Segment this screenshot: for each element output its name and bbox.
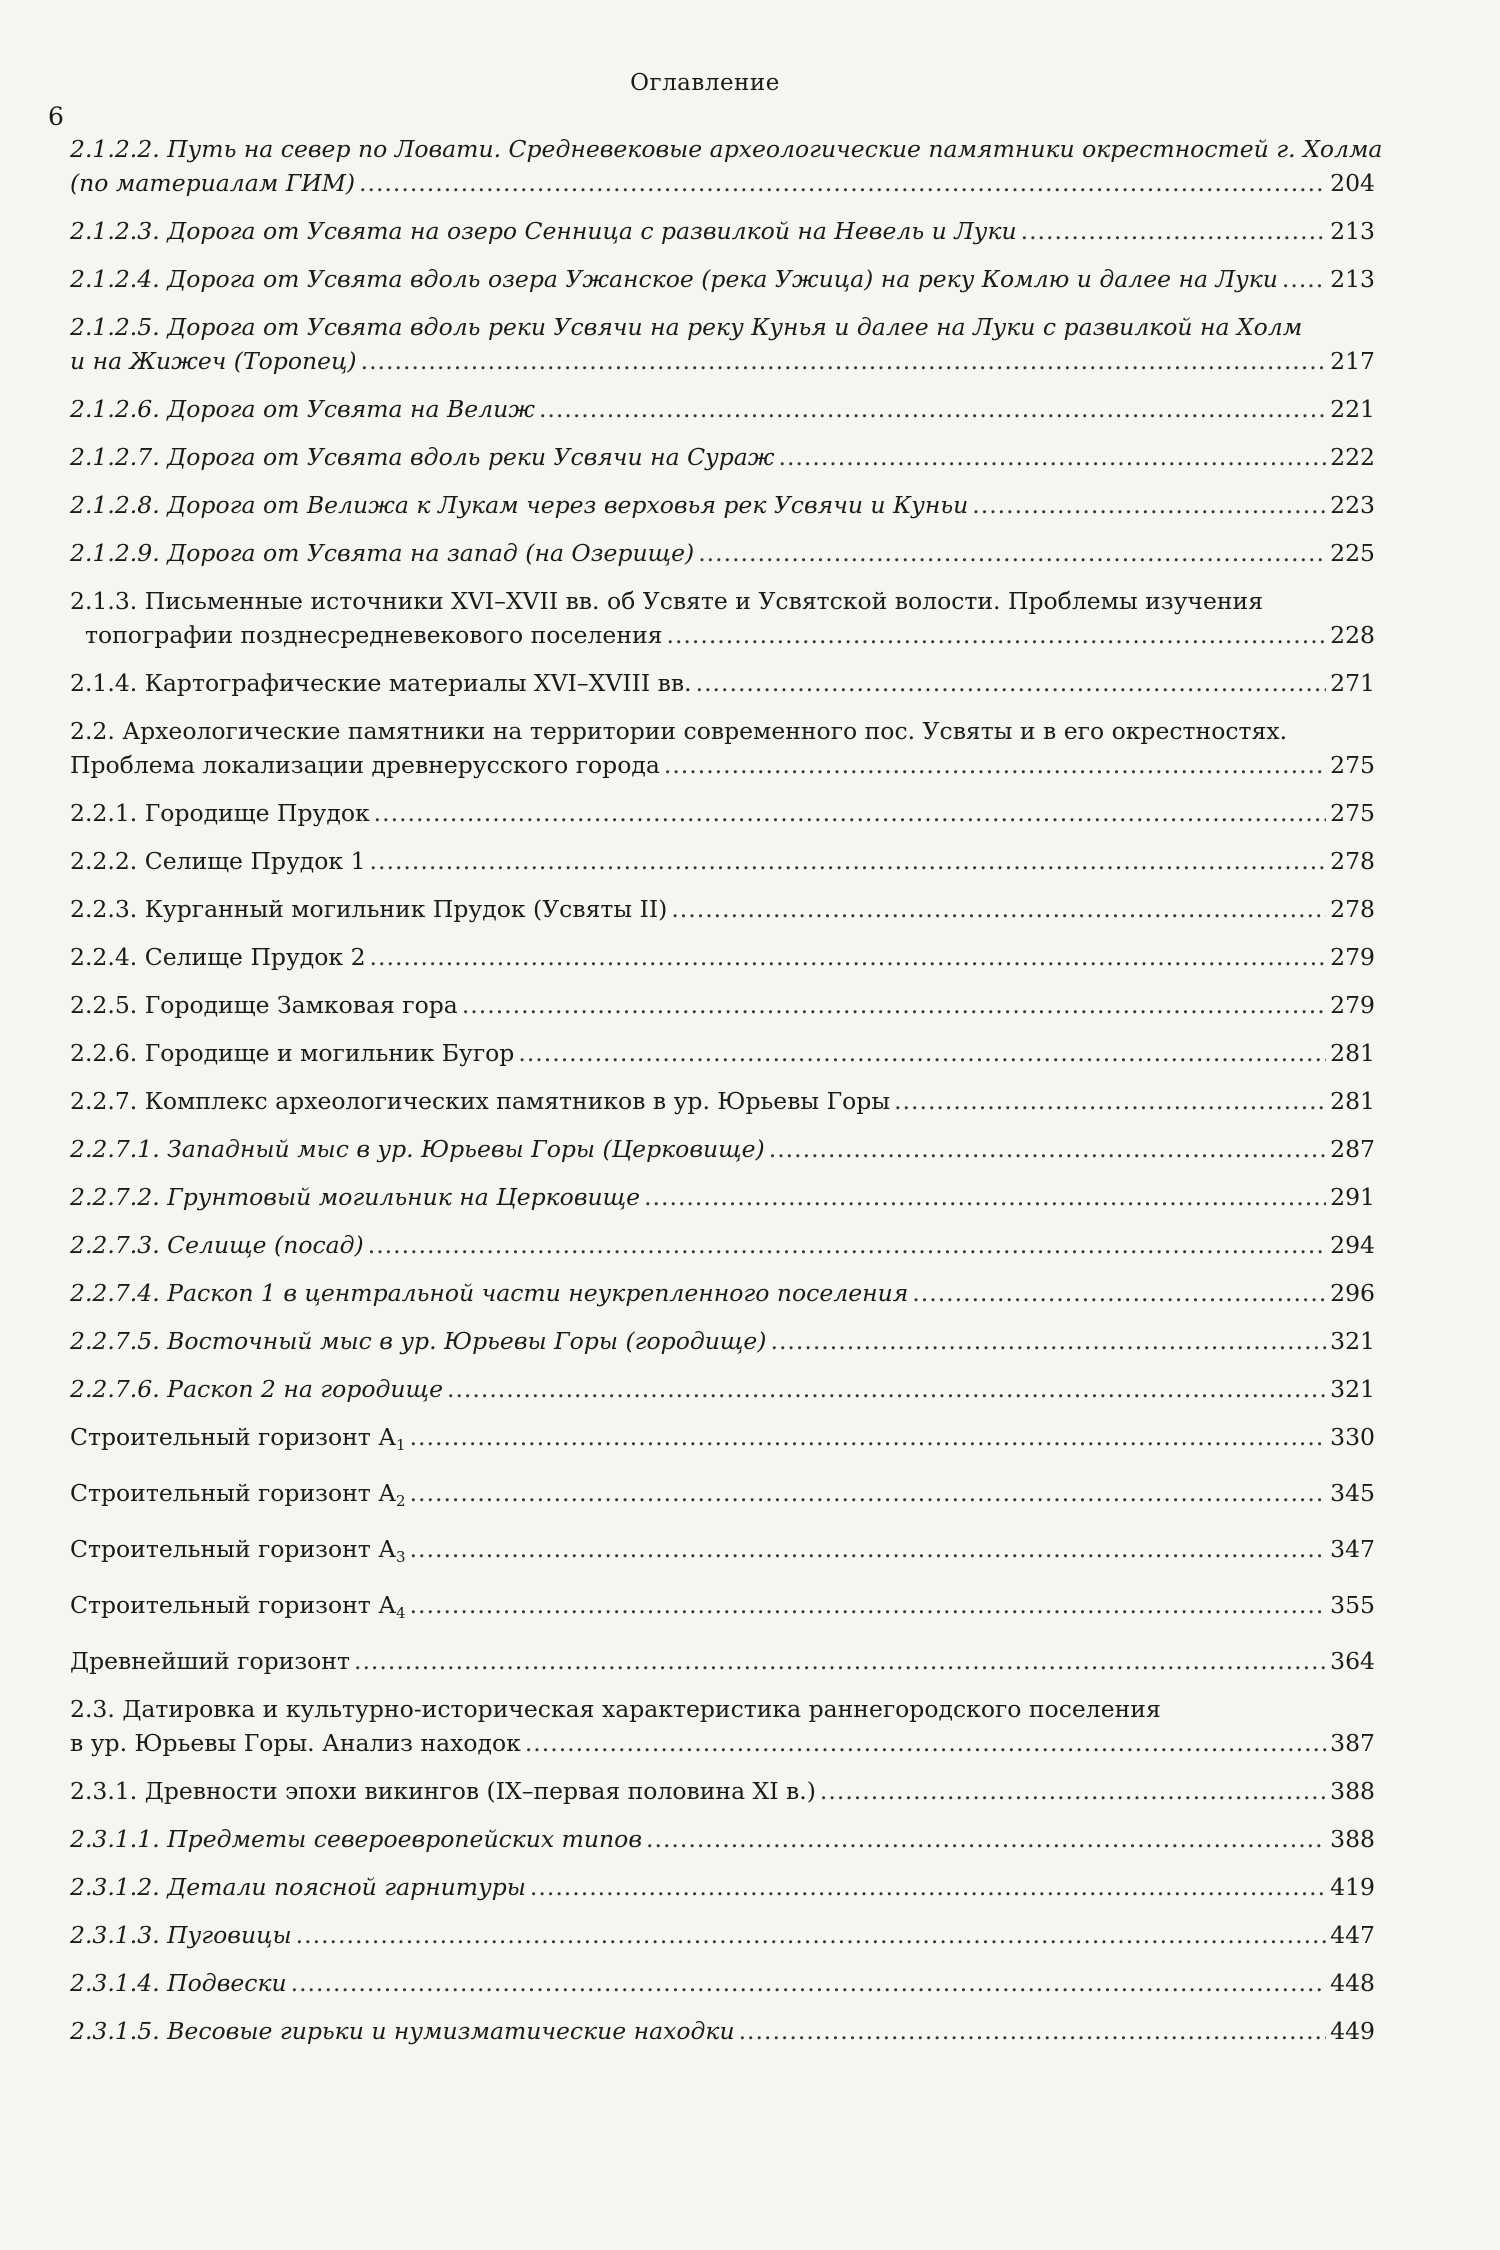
toc-entry <box>70 988 1375 1022</box>
toc-entry <box>70 1324 1375 1358</box>
toc-entry-text: Строительный горизонт $А_3$ <box>70 1535 406 1566</box>
toc-entry <box>70 2014 1375 2048</box>
toc-entry-text: 2.1.2.8. Дорога от Велижа к Лукам через верховья рек Усвячи и Куньи <box>70 491 969 519</box>
dot-leader <box>664 748 1326 782</box>
dot-leader <box>410 1588 1327 1622</box>
toc-page-number: 281 <box>1330 1039 1375 1067</box>
toc-page-number: 355 <box>1330 1591 1375 1619</box>
toc-page-number: 287 <box>1330 1135 1375 1163</box>
toc-page-number: 447 <box>1330 1921 1375 1949</box>
dot-leader <box>518 1036 1326 1070</box>
toc-entry <box>70 1774 1375 1808</box>
dot-leader <box>368 1228 1326 1262</box>
toc-entry-text: 2.2.5. Городище Замковая гора <box>70 991 458 1019</box>
toc-page-number: 221 <box>1330 395 1375 423</box>
toc-entry-text: 2.2.6. Городище и могильник Бугор <box>70 1039 515 1067</box>
toc-page-number: 278 <box>1330 847 1375 875</box>
toc-entry-text: 2.2. Археологические памятники на территории современного пос. Усвяты и в его окрестностях. <box>70 717 1288 745</box>
dot-leader <box>361 344 1327 378</box>
toc-entry-text: 2.2.7.1. Западный мыс в ур. Юрьевы Горы (Церковище) <box>70 1135 765 1163</box>
toc-entry <box>70 1476 1375 1518</box>
toc-entry-text: 2.1.3. Письменные источники XVI–XVII вв. об Усвяте и Усвятской волости. Проблемы изучения <box>70 587 1264 615</box>
running-header-title: Оглавление <box>630 70 780 96</box>
toc-entry <box>70 1372 1375 1406</box>
dot-leader <box>447 1372 1326 1406</box>
page-number: 6 <box>48 102 64 131</box>
toc-entry <box>70 714 1375 782</box>
toc-entry <box>70 1420 1375 1462</box>
toc-entry-text: 2.2.3. Курганный могильник Прудок (Усвяты II) <box>70 895 668 923</box>
toc-entry-text: Строительный горизонт $А_2$ <box>70 1479 406 1510</box>
toc-entry <box>70 666 1375 700</box>
dot-leader <box>912 1276 1326 1310</box>
toc-page-number: 321 <box>1330 1375 1375 1403</box>
toc-entry <box>70 1084 1375 1118</box>
toc-page-number: 275 <box>1330 799 1375 827</box>
dot-leader <box>739 2014 1327 2048</box>
toc-page-number: 449 <box>1330 2017 1375 2045</box>
toc-page-number: 330 <box>1330 1423 1375 1451</box>
toc-entry-text: Строительный горизонт $А_1$ <box>70 1423 406 1454</box>
toc-page-number: 278 <box>1330 895 1375 923</box>
toc-entry <box>70 1180 1375 1214</box>
dot-leader <box>410 1532 1327 1566</box>
toc-entry-text: Проблема локализации древнерусского города <box>70 751 660 779</box>
toc-entry-text: 2.1.2.6. Дорога от Усвята на Велиж <box>70 395 535 423</box>
toc-page-number: 388 <box>1330 1825 1375 1853</box>
dot-leader <box>291 1966 1327 2000</box>
toc-page-number: 204 <box>1330 169 1375 197</box>
toc-entry <box>70 584 1375 652</box>
toc-entry-text: 2.1.4. Картографические материалы XVI–XVIII вв. <box>70 669 692 697</box>
toc-entry-text: (по материалам ГИМ) <box>70 169 356 197</box>
toc-entry <box>70 796 1375 830</box>
toc-page-number: 281 <box>1330 1087 1375 1115</box>
toc-entry <box>70 940 1375 974</box>
toc-entry-text: 2.1.2.7. Дорога от Усвята вдоль реки Усвячи на Сураж <box>70 443 775 471</box>
toc-entry-text: 2.3.1. Древности эпохи викингов (IX–первая половина XI в.) <box>70 1777 816 1805</box>
toc-entry-text: Древнейший горизонт <box>70 1647 350 1675</box>
horizon-subscript: 3 <box>396 1548 406 1566</box>
toc-page-number: 321 <box>1330 1327 1375 1355</box>
toc-entry <box>70 262 1375 296</box>
dot-leader <box>539 392 1326 426</box>
dot-leader <box>462 988 1326 1022</box>
toc-entry-text: 2.2.7.3. Селище (посад) <box>70 1231 364 1259</box>
toc-entry-text: топографии позднесредневекового поселения <box>85 621 663 649</box>
toc-page-number: 419 <box>1330 1873 1375 1901</box>
toc-entry-text: 2.1.2.2. Путь на север по Ловати. Средневековые археологические памятники окрестностей г. Холма <box>70 135 1383 163</box>
dot-leader <box>820 1774 1326 1808</box>
dot-leader <box>644 1180 1326 1214</box>
toc-entry <box>70 1228 1375 1262</box>
toc-page-number: 222 <box>1330 443 1375 471</box>
toc-page-number: 294 <box>1330 1231 1375 1259</box>
toc-entry-text: 2.2.7.2. Грунтовый могильник на Церковище <box>70 1183 641 1211</box>
toc-entry <box>70 536 1375 570</box>
toc-page-number: 296 <box>1330 1279 1375 1307</box>
toc-page-number: 291 <box>1330 1183 1375 1211</box>
table-of-contents <box>70 132 1383 2062</box>
toc-page-number: 279 <box>1330 991 1375 1019</box>
toc-page-number: 228 <box>1330 621 1375 649</box>
toc-entry <box>70 1870 1375 1904</box>
toc-entry <box>70 310 1375 378</box>
dot-leader <box>666 618 1326 652</box>
dot-leader <box>1021 214 1327 248</box>
dot-leader <box>410 1476 1327 1510</box>
toc-entry <box>70 132 1383 200</box>
dot-leader <box>646 1822 1326 1856</box>
dot-leader <box>770 1324 1326 1358</box>
toc-entry-text: 2.3.1.2. Детали поясной гарнитуры <box>70 1873 526 1901</box>
toc-page-number: 217 <box>1330 347 1375 375</box>
toc-entry-text: 2.3. Датировка и культурно-историческая характеристика раннегородского поселения <box>70 1695 1161 1723</box>
toc-entry <box>70 440 1375 474</box>
toc-entry-text: 2.3.1.1. Предметы североевропейских типов <box>70 1825 643 1853</box>
dot-leader <box>525 1726 1326 1760</box>
horizon-subscript: 2 <box>396 1492 406 1510</box>
toc-entry-text: 2.2.1. Городище Прудок <box>70 799 370 827</box>
toc-entry <box>70 1918 1375 1952</box>
toc-page-number: 364 <box>1330 1647 1375 1675</box>
toc-entry-text: 2.2.7.5. Восточный мыс в ур. Юрьевы Горы (городище) <box>70 1327 767 1355</box>
toc-entry <box>70 488 1375 522</box>
toc-entry-text: 2.2.7. Комплекс археологических памятников в ур. Юрьевы Горы <box>70 1087 891 1115</box>
dot-leader <box>769 1132 1326 1166</box>
toc-entry-text: 2.2.2. Селище Прудок 1 <box>70 847 366 875</box>
dot-leader <box>696 666 1327 700</box>
toc-entry-text: 2.2.4. Селище Прудок 2 <box>70 943 366 971</box>
dot-leader <box>1282 262 1326 296</box>
dot-leader <box>370 940 1327 974</box>
toc-page-number: 213 <box>1330 265 1375 293</box>
horizon-subscript: 4 <box>396 1604 406 1622</box>
toc-page-number: 388 <box>1330 1777 1375 1805</box>
toc-entry <box>70 1822 1375 1856</box>
dot-leader <box>370 844 1327 878</box>
toc-page-number: 347 <box>1330 1535 1375 1563</box>
toc-entry-text: 2.1.2.5. Дорога от Усвята вдоль реки Усвячи на реку Кунья и далее на Луки с развилкой на Холм <box>70 313 1303 341</box>
toc-page-number: 448 <box>1330 1969 1375 1997</box>
toc-entry-text: 2.2.7.4. Раскоп 1 в центральной части неукрепленного поселения <box>70 1279 909 1307</box>
dot-leader <box>530 1870 1326 1904</box>
dot-leader <box>410 1420 1327 1454</box>
toc-entry <box>70 1644 1375 1678</box>
dot-leader <box>972 488 1326 522</box>
toc-page-number: 271 <box>1330 669 1375 697</box>
dot-leader <box>698 536 1326 570</box>
dot-leader <box>359 166 1326 200</box>
toc-page-number: 275 <box>1330 751 1375 779</box>
toc-page-number: 223 <box>1330 491 1375 519</box>
toc-page-number: 279 <box>1330 943 1375 971</box>
toc-entry <box>70 214 1375 248</box>
toc-entry <box>70 392 1375 426</box>
toc-entry-text: 2.2.7.6. Раскоп 2 на городище <box>70 1375 443 1403</box>
toc-entry <box>70 1588 1375 1630</box>
toc-entry-text: и на Жижеч (Торопец) <box>70 347 357 375</box>
dot-leader <box>778 440 1326 474</box>
horizon-subscript: 1 <box>396 1436 406 1454</box>
toc-entry <box>70 1692 1375 1760</box>
dot-leader <box>894 1084 1326 1118</box>
dot-leader <box>296 1918 1326 1952</box>
toc-entry-text: 2.3.1.5. Весовые гирьки и нумизматические находки <box>70 2017 735 2045</box>
toc-page-number: 213 <box>1330 217 1375 245</box>
toc-entry-text: 2.1.2.4. Дорога от Усвята вдоль озера Ужанское (река Ужица) на реку Комлю и далее на Луки <box>70 265 1278 293</box>
toc-entry-text: 2.1.2.9. Дорога от Усвята на запад (на Озерище) <box>70 539 695 567</box>
toc-entry <box>70 1036 1375 1070</box>
toc-entry <box>70 1132 1375 1166</box>
toc-page-number: 345 <box>1330 1479 1375 1507</box>
toc-entry-text: 2.3.1.3. Пуговицы <box>70 1921 292 1949</box>
dot-leader <box>354 1644 1326 1678</box>
toc-entry <box>70 1276 1375 1310</box>
dot-leader <box>374 796 1326 830</box>
toc-entry <box>70 1532 1375 1574</box>
toc-page-number: 387 <box>1330 1729 1375 1757</box>
toc-entry-text: 2.3.1.4. Подвески <box>70 1969 287 1997</box>
toc-entry <box>70 844 1375 878</box>
toc-entry <box>70 892 1375 926</box>
toc-entry <box>70 1966 1375 2000</box>
dot-leader <box>671 892 1326 926</box>
toc-entry-text: 2.1.2.3. Дорога от Усвята на озеро Сенница с развилкой на Невель и Луки <box>70 217 1017 245</box>
toc-entry-text: в ур. Юрьевы Горы. Анализ находок <box>70 1729 521 1757</box>
toc-entry-text: Строительный горизонт $А_4$ <box>70 1591 406 1622</box>
toc-page-number: 225 <box>1330 539 1375 567</box>
